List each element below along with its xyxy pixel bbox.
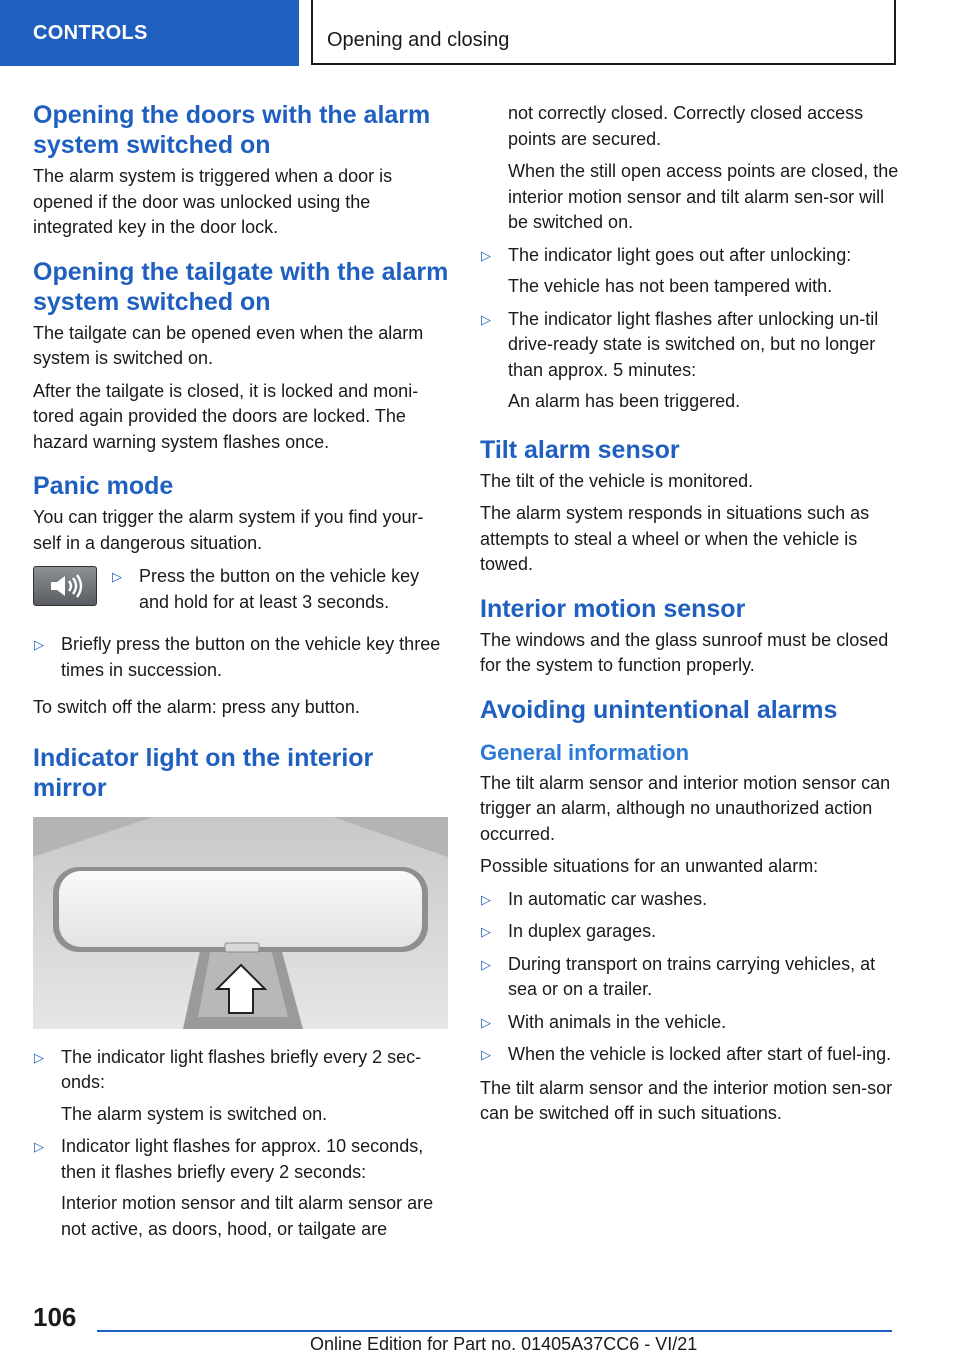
paragraph: The tilt alarm sensor and interior motion sensor can trigger an alarm, although no unauthorized action occurred. (480, 772, 891, 844)
section-interior-motion (480, 594, 900, 679)
indicator-list (33, 1045, 451, 1243)
left-column (33, 100, 451, 1250)
bullet-triangle-icon: ▷ (34, 637, 44, 652)
interior-mirror-image (33, 817, 448, 1029)
list-item-text: During transport on trains carrying vehicles, at sea or on a trailer. (508, 953, 876, 999)
list-item (480, 952, 900, 1003)
speaker-sound-icon (33, 566, 97, 606)
page-number: 106 (33, 1302, 77, 1332)
subheading-general-info: General information (480, 739, 690, 765)
paragraph: The tilt of the vehicle is monitored. (480, 470, 754, 491)
heading-doors-alarm: Opening the doors with the alarm system switched on (33, 101, 431, 159)
bullet-triangle-icon: ▷ (481, 956, 491, 972)
list-item-text: Press the button on the vehicle key and hold for at least 3 seconds. (139, 566, 420, 612)
heading-tilt-alarm: Tilt alarm sensor (480, 435, 680, 464)
list-item-text: Indicator light flashes for approx. 10 seconds, then it flashes briefly every 2 seconds: (61, 1136, 424, 1182)
heading-avoid-alarms: Avoiding unintentional alarms (480, 695, 838, 724)
indicator-list-continued (480, 243, 900, 415)
panic-list (111, 564, 451, 622)
section-tilt-alarm (480, 435, 900, 578)
heading-panic-mode: Panic mode (33, 472, 174, 500)
list-item (480, 1042, 900, 1068)
footer-edition: Online Edition for Part no. 01405A37CC6 - VI/21 (310, 1334, 698, 1354)
list-item (111, 564, 451, 615)
list-item (480, 307, 900, 415)
bullet-triangle-icon: ▷ (481, 1014, 491, 1030)
list-item (480, 919, 900, 945)
bullet-triangle-icon: ▷ (481, 247, 491, 263)
section-panic-mode (33, 471, 451, 721)
section-tab (0, 0, 299, 66)
bullet-triangle-icon: ▷ (481, 1047, 491, 1062)
paragraph: not correctly closed. Correctly closed access points are secured. (508, 103, 864, 149)
situations-list (480, 887, 900, 1068)
bullet-triangle-icon: ▷ (481, 891, 491, 907)
paragraph: The tailgate can be opened even when the alarm system is switched on. (33, 322, 424, 368)
paragraph: To switch off the alarm: press any button. (33, 697, 360, 717)
list-item-text: When the vehicle is locked after start of fuel‐ing. (508, 1044, 892, 1064)
chapter-tab (311, 0, 896, 65)
list-item-text: The indicator light flashes briefly every 2 sec‐onds: (61, 1046, 422, 1092)
list-item-subtext: The vehicle has not been tampered with. (508, 276, 833, 296)
paragraph: You can trigger the alarm system if you find your‐self in a dangerous situation. (33, 507, 424, 553)
list-item (480, 243, 900, 300)
list-item-text: The indicator light flashes after unlocking un‐til drive-ready state is switched on, but no longer than approx. 5 minutes: (508, 308, 879, 380)
footer-divider (97, 1330, 892, 1332)
list-item-subtext: An alarm has been triggered. (508, 391, 741, 411)
section-tailgate-alarm (33, 257, 451, 456)
section-label: CONTROLS (33, 21, 148, 44)
list-item (33, 632, 451, 683)
list-item-text: In duplex garages. (508, 921, 657, 941)
section-avoid-alarms (480, 695, 900, 1127)
paragraph: When the still open access points are closed, the interior motion sensor and tilt alarm sen‐sor will be switched on. (508, 161, 899, 232)
bullet-triangle-icon: ▷ (112, 569, 122, 584)
panic-list-2 (33, 632, 451, 683)
bullet-triangle-icon: ▷ (34, 1139, 44, 1154)
panic-button-row (33, 564, 451, 622)
paragraph: The alarm system responds in situations such as attempts to steal a wheel or when the vehicle is towed. (480, 503, 870, 574)
section-indicator-light (33, 743, 451, 1243)
heading-interior-motion: Interior motion sensor (480, 594, 746, 623)
paragraph: The alarm system is triggered when a door is opened if the door was unlocked using the integrated key in the door lock. (33, 166, 393, 237)
section-doors-alarm (33, 100, 451, 241)
list-item-subtext: Interior motion sensor and tilt alarm sensor are not active, as doors, hood, or tailgate are (61, 1193, 434, 1239)
bullet-triangle-icon: ▷ (34, 1049, 44, 1065)
list-item-text: Briefly press the button on the vehicle key three times in succession. (61, 634, 441, 680)
list-item (33, 1134, 451, 1242)
paragraph: The windows and the glass sunroof must be closed for the system to function properly. (480, 629, 889, 675)
paragraph: After the tailgate is closed, it is locked and moni‐tored again provided the doors are locked. The hazard warning system flashes once. (33, 380, 419, 452)
paragraph: The tilt alarm sensor and the interior motion sen‐sor can be switched off in such situations. (480, 1077, 893, 1123)
chapter-label: Opening and closing (327, 29, 510, 51)
right-column (480, 101, 900, 1134)
list-item (480, 887, 900, 913)
list-item (480, 1010, 900, 1036)
list-item-text: With animals in the vehicle. (508, 1011, 727, 1032)
list-item-text: In automatic car washes. (508, 888, 708, 909)
list-item-text: The indicator light goes out after unlocking: (508, 244, 852, 265)
list-item (33, 1045, 451, 1128)
continued-list-item (480, 101, 900, 236)
heading-tailgate-alarm: Opening the tailgate with the alarm system switched on (33, 257, 449, 316)
bullet-triangle-icon: ▷ (481, 924, 491, 939)
bullet-triangle-icon: ▷ (481, 311, 491, 327)
heading-indicator-light: Indicator light on the interior mirror (33, 743, 374, 802)
list-item-subtext: The alarm system is switched on. (61, 1103, 328, 1124)
paragraph: Possible situations for an unwanted alarm: (480, 856, 819, 876)
